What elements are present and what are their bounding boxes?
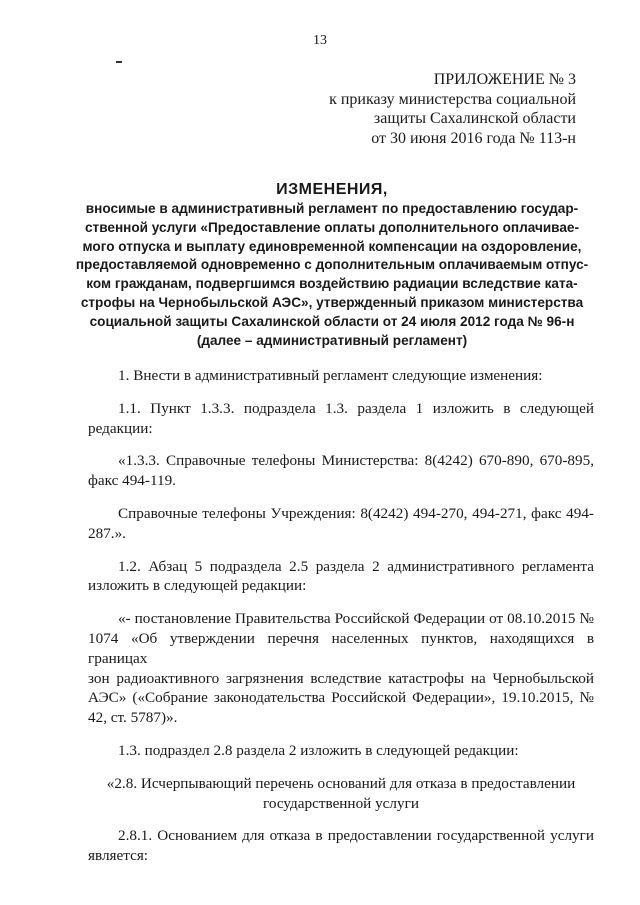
title-line: ком гражданам, подвергшимся воздействию радиации вследствие ката- <box>86 276 578 292</box>
paragraph-resolution <box>88 609 594 728</box>
paragraph-1 <box>88 366 594 386</box>
appendix-line-2: к приказу министерства социальной <box>329 90 576 108</box>
scan-mark <box>116 61 122 63</box>
paragraph-line: 287.». <box>88 524 126 542</box>
document-body <box>88 366 594 879</box>
paragraph-1-2 <box>88 557 594 597</box>
title-line: мого отпуска и выплату единовременной компенсации на оздоровление, <box>82 238 582 254</box>
paragraph-line: 2.8.1. Основанием для отказа в предоставлении государственной услуги <box>118 827 594 845</box>
paragraph-text: 1. Внести в административный регламент следующие изменения: <box>118 367 543 384</box>
paragraph-2-8-heading <box>88 774 594 814</box>
title-line: (далее – административный регламент) <box>196 332 468 348</box>
paragraph-line: «- постановление Правительства Российской Федерации от 08.10.2015 № <box>118 610 594 628</box>
paragraph-ministry-phones <box>88 451 594 491</box>
appendix-line-3: защиты Сахалинской области <box>373 110 576 127</box>
paragraph-1-1 <box>88 399 594 439</box>
title-line: предоставляемой одновременно с дополнительным оплачиваемым отпус- <box>75 257 589 273</box>
appendix-line-4: от 30 июня 2016 года № 113-н <box>371 129 576 147</box>
paragraph-line: изложить в следующей редакции: <box>88 577 307 595</box>
paragraph-line: «2.8. Исчерпывающий перечень оснований для отказа в предоставлении <box>106 774 576 792</box>
paragraph-line: редакции: <box>88 419 153 437</box>
document-title <box>70 180 594 350</box>
title-heading: ИЗМЕНЕНИЯ, <box>276 181 388 198</box>
appendix-header <box>329 70 576 148</box>
paragraph-line: факс 494-119. <box>88 472 176 490</box>
paragraph-line: 42, ст. 5787)». <box>88 709 178 727</box>
title-line: социальной защиты Сахалинской области от 24 июля 2012 года № 96-н <box>89 313 575 329</box>
paragraph-institution-phones <box>88 504 594 544</box>
paragraph-text: 1.3. подраздел 2.8 раздела 2 изложить в следующей редакции: <box>118 741 519 759</box>
appendix-line-1: ПРИЛОЖЕНИЕ № 3 <box>433 71 576 88</box>
paragraph-line: «1.3.3. Справочные телефоны Министерства: 8(4242) 670-890, 670-895, <box>118 452 594 470</box>
paragraph-line: 1.1. Пункт 1.3.3. подраздела 1.3. раздела 1 изложить в следующей <box>118 399 594 417</box>
paragraph-line: является: <box>88 847 149 865</box>
title-line: строфы на Чернобыльской АЭС», утвержденный приказом министерства <box>80 294 584 310</box>
page-number: 13 <box>313 33 327 48</box>
paragraph-line: Справочные телефоны Учреждения: 8(4242) 494-270, 494-271, факс 494- <box>118 504 594 522</box>
paragraph-line: 1.2. Абзац 5 подраздела 2.5 раздела 2 административного регламента <box>118 557 594 575</box>
title-line: вносимые в административный регламент по предоставлению государ- <box>85 201 579 216</box>
title-line: ственной услуги «Предоставление оплаты дополнительного оплачивае- <box>84 219 580 235</box>
paragraph-1-3 <box>88 741 594 761</box>
paragraph-2-8-1 <box>88 826 594 866</box>
paragraph-line: 1074 «Об утверждении перечня населенных пунктов, находящихся в границах <box>88 629 594 667</box>
paragraph-line: государственной услуги <box>263 794 419 812</box>
paragraph-line: АЭС» («Собрание законодательства Российской Федерации», 19.10.2015, № <box>88 689 594 707</box>
paragraph-line: зон радиоактивного загрязнения вследствие катастрофы на Чернобыльской <box>88 669 594 687</box>
